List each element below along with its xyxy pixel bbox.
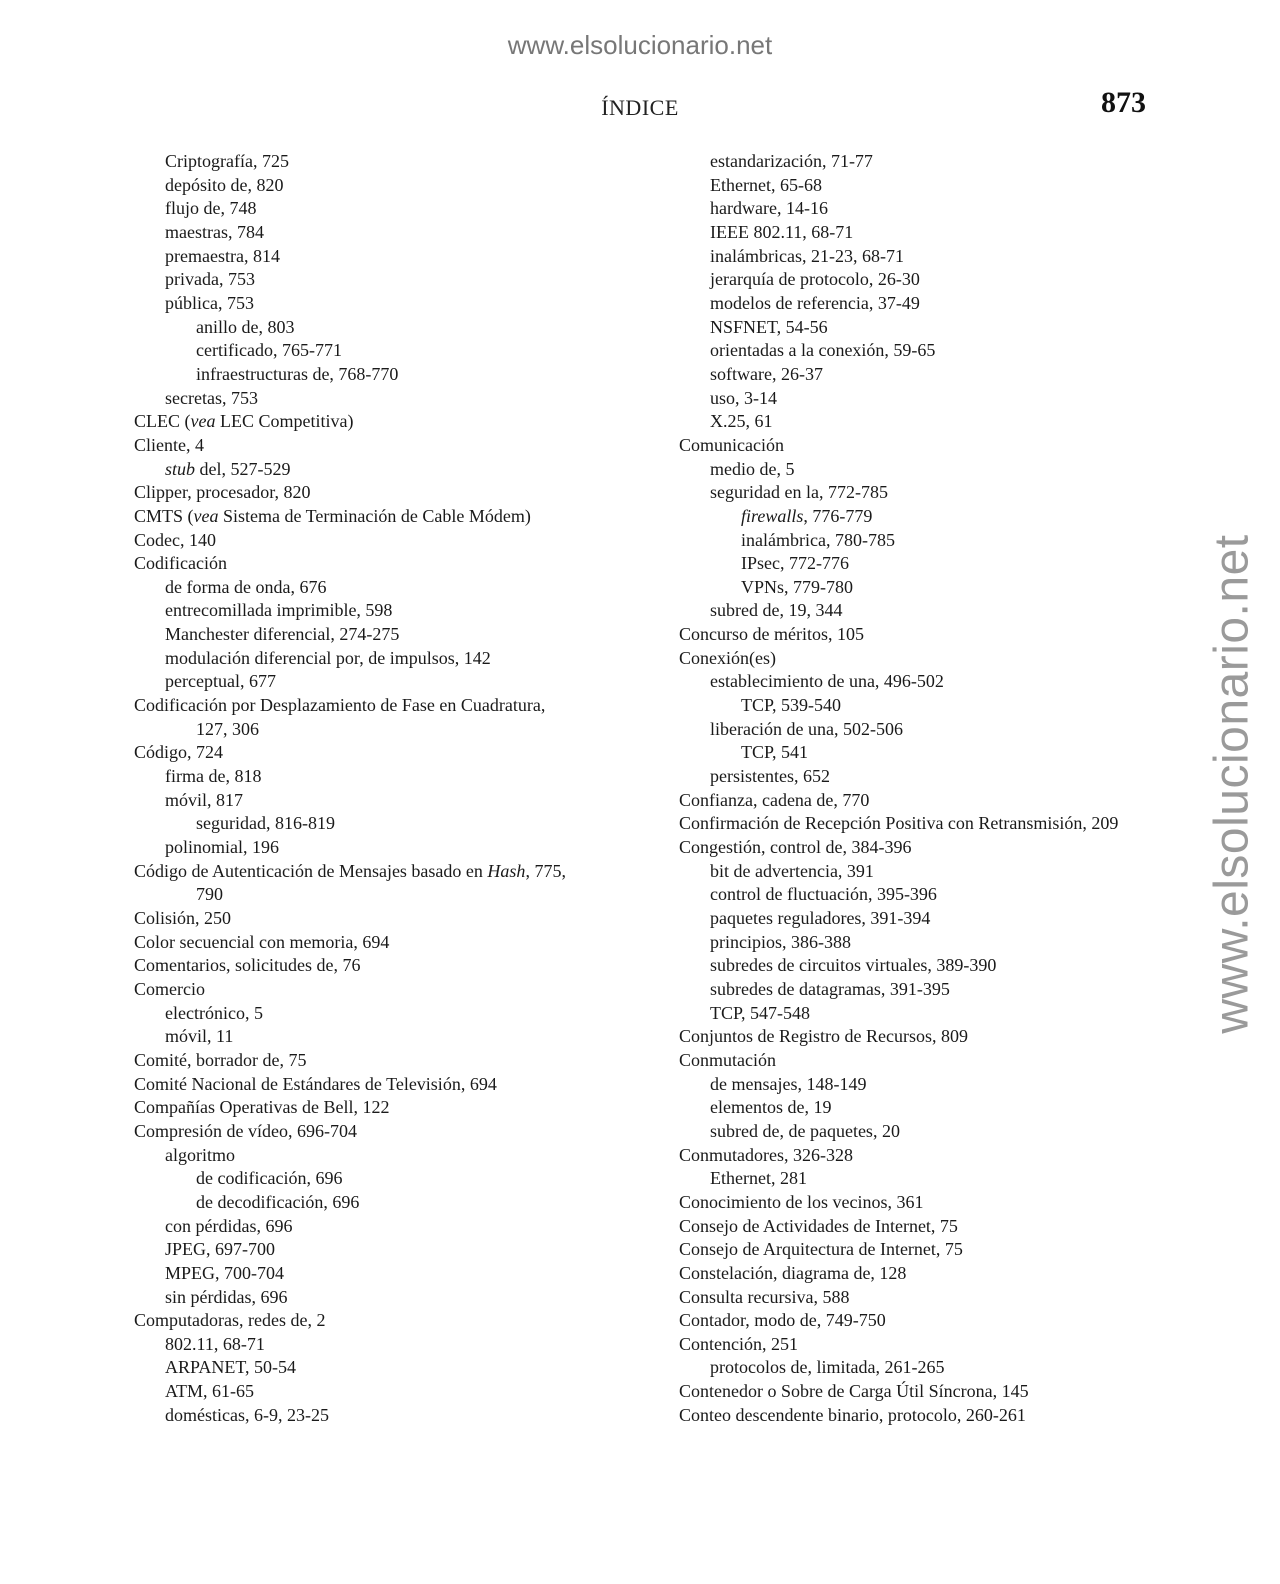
index-entry [134, 174, 614, 198]
index-entry [134, 907, 614, 931]
index-entry [679, 552, 1179, 576]
index-entry [679, 1002, 1179, 1026]
index-entry [679, 268, 1179, 292]
index-entry [134, 458, 614, 482]
index-entry-text: maestras, 784 [165, 221, 264, 242]
index-entry-text: Contador, modo de, 749-750 [679, 1310, 886, 1331]
index-entry [679, 458, 1179, 482]
index-entry [134, 789, 614, 813]
index-entry [679, 1025, 1179, 1049]
index-entry-text: Codificación por Desplazamiento de Fase en Cuadratura, [134, 695, 546, 716]
index-entry [679, 1333, 1179, 1357]
index-entry-text: Compañías Operativas de Bell, 122 [134, 1097, 390, 1118]
index-entry-text: modulación diferencial por, de impulsos, 142 [165, 647, 491, 668]
index-entry [679, 1096, 1179, 1120]
index-entry-text: algoritmo [165, 1144, 235, 1165]
index-entry [134, 1096, 614, 1120]
index-entry-text: jerarquía de protocolo, 26-30 [710, 269, 920, 290]
index-entry [679, 1286, 1179, 1310]
index-entry-text: NSFNET, 54-56 [710, 316, 828, 337]
index-entry [134, 1404, 614, 1428]
index-entry [134, 860, 614, 884]
index-entry [134, 197, 614, 221]
index-entry-text: flujo de, 748 [165, 198, 257, 219]
index-entry-text: Consulta recursiva, 588 [679, 1286, 850, 1307]
index-entry [134, 1238, 614, 1262]
index-entry [679, 836, 1179, 860]
index-entry [134, 410, 614, 434]
index-entry-text: Criptografía, 725 [165, 151, 289, 171]
index-entry-text: Consejo de Actividades de Internet, 75 [679, 1215, 958, 1236]
index-entry-text: Comercio [134, 978, 205, 999]
index-entry-text: , 776-779 [803, 505, 873, 526]
index-entry [134, 1120, 614, 1144]
index-entry-text: Contención, 251 [679, 1333, 798, 1354]
index-entry-text: Colisión, 250 [134, 908, 232, 928]
index-entry [134, 552, 614, 576]
index-entry [134, 339, 614, 363]
index-entry [679, 694, 1179, 718]
index-entry [679, 434, 1179, 458]
index-entry-text: inalámbricas, 21-23, 68-71 [710, 245, 904, 266]
index-entry-text: Conteo descendente binario, protocolo, 260-261 [679, 1404, 1026, 1425]
index-entry [679, 765, 1179, 789]
index-entry [134, 741, 614, 765]
index-entry [679, 150, 1179, 174]
index-entry [134, 978, 614, 1002]
index-entry [679, 647, 1179, 671]
index-entry [679, 1309, 1179, 1333]
index-entry-text: seguridad en la, 772-785 [710, 482, 888, 503]
index-entry-text: subred de, 19, 344 [710, 600, 843, 621]
index-entry-text: software, 26-37 [710, 363, 823, 384]
index-entry-text: IPsec, 772-776 [741, 553, 849, 574]
index-entry [679, 1215, 1179, 1239]
watermark-url-top: www.elsolucionario.net [507, 30, 773, 60]
index-entry [679, 954, 1179, 978]
index-entry [134, 647, 614, 671]
index-entry [679, 931, 1179, 955]
index-entry-text: del, 527-529 [195, 458, 291, 479]
index-entry [679, 907, 1179, 931]
running-head: ÍNDICE [601, 95, 679, 120]
index-entry [134, 363, 614, 387]
index-entry-text: bit de advertencia, 391 [710, 860, 874, 881]
index-entry-text: privada, 753 [165, 269, 255, 290]
index-entry-text: Color secuencial con memoria, 694 [134, 931, 390, 952]
index-entry-text: Conexión(es) [679, 647, 776, 668]
index-entry [134, 1073, 614, 1097]
index-entry [134, 1002, 614, 1026]
index-entry [134, 599, 614, 623]
index-entry [134, 1380, 614, 1404]
index-entry-text: medio de, 5 [710, 458, 795, 479]
index-entry-text: depósito de, 820 [165, 174, 284, 195]
index-entry-text: protocolos de, limitada, 261-265 [710, 1357, 945, 1378]
index-entry-text: infraestructuras de, 768-770 [196, 363, 399, 384]
index-entry [679, 599, 1179, 623]
index-entry [134, 1215, 614, 1239]
index-entry-text: control de fluctuación, 395-396 [710, 884, 937, 905]
index-entry [134, 1191, 614, 1215]
index-entry-text: CLEC ( [134, 411, 191, 432]
index-entry [134, 670, 614, 694]
index-column-right [679, 150, 1179, 1427]
index-entry [679, 1120, 1179, 1144]
index-entry-text: Comentarios, solicitudes de, 76 [134, 955, 361, 976]
index-entry-text: Conocimiento de los vecinos, 361 [679, 1191, 924, 1212]
index-entry [679, 292, 1179, 316]
index-entry-text: JPEG, 697-700 [165, 1239, 276, 1260]
index-entry-text: VPNs, 779-780 [741, 576, 854, 597]
index-entry-text: paquetes reguladores, 391-394 [710, 908, 931, 928]
index-entry-text: Constelación, diagrama de, 128 [679, 1262, 907, 1283]
index-entry-text: Ethernet, 65-68 [710, 174, 822, 195]
index-entry-text: Cliente, 4 [134, 434, 204, 455]
index-entry [679, 1167, 1179, 1191]
index-entry [134, 694, 614, 718]
index-entry-text: Ethernet, 281 [710, 1168, 807, 1189]
index-entry-text: MPEG, 700-704 [165, 1262, 285, 1283]
index-entry [134, 1333, 614, 1357]
index-entry-italic-text: vea [193, 505, 219, 526]
index-entry-text: 790 [196, 884, 223, 905]
index-entry-text: Manchester diferencial, 274-275 [165, 624, 400, 645]
index-entry-text: secretas, 753 [165, 387, 258, 408]
index-entry-text: Conjuntos de Registro de Recursos, 809 [679, 1026, 968, 1047]
index-entry-text: TCP, 547-548 [710, 1002, 811, 1023]
index-entry-text: ARPANET, 50-54 [165, 1357, 297, 1378]
index-entry [679, 505, 1179, 529]
index-entry-text: , 775, [525, 860, 566, 881]
index-entry-text: pública, 753 [165, 292, 254, 313]
index-entry-text: LEC Competitiva) [215, 411, 354, 432]
index-entry [679, 221, 1179, 245]
index-entry-text: subredes de circuitos virtuales, 389-390 [710, 955, 997, 976]
index-entry [679, 576, 1179, 600]
index-entry-text: de decodificación, 696 [196, 1191, 360, 1212]
index-entry [679, 1404, 1179, 1428]
index-entry [134, 765, 614, 789]
watermark-url-side: www.elsolucionario.net [1205, 534, 1259, 1034]
index-entry [134, 1144, 614, 1168]
index-entry-text: TCP, 541 [741, 742, 809, 763]
index-entry-text: con pérdidas, 696 [165, 1215, 293, 1236]
index-entry [134, 954, 614, 978]
index-entry [134, 1167, 614, 1191]
index-entry-text: entrecomillada imprimible, 598 [165, 600, 393, 621]
index-entry-italic-text: Hash [487, 860, 526, 881]
index-entry [134, 576, 614, 600]
index-entry [134, 434, 614, 458]
index-entry [679, 387, 1179, 411]
index-entry [134, 883, 614, 907]
index-entry [679, 1380, 1179, 1404]
index-entry [679, 670, 1179, 694]
index-entry [679, 1049, 1179, 1073]
index-entry-italic-text: vea [190, 411, 216, 432]
index-entry-text: móvil, 817 [165, 789, 244, 810]
index-entry-text: Codec, 140 [134, 529, 216, 550]
index-entry-text: subredes de datagramas, 391-395 [710, 978, 950, 999]
index-entry [134, 1309, 614, 1333]
index-entry-text: de mensajes, 148-149 [710, 1073, 867, 1094]
index-entry-text: uso, 3-14 [710, 387, 777, 408]
index-entry-text: de forma de onda, 676 [165, 576, 327, 597]
index-entry-text: Consejo de Arquitectura de Internet, 75 [679, 1239, 963, 1260]
index-entry-text: seguridad, 816-819 [196, 813, 335, 834]
index-entry [679, 741, 1179, 765]
index-entry [134, 221, 614, 245]
index-entry [679, 1073, 1179, 1097]
index-entry-text: TCP, 539-540 [741, 695, 842, 716]
index-entry [134, 481, 614, 505]
index-entry [679, 883, 1179, 907]
index-entry [134, 931, 614, 955]
index-entry-text: certificado, 765-771 [196, 340, 342, 361]
index-entry-text: sin pérdidas, 696 [165, 1286, 288, 1307]
index-entry-text: inalámbrica, 780-785 [741, 529, 895, 550]
index-entry-text: Clipper, procesador, 820 [134, 482, 311, 503]
index-entry [134, 245, 614, 269]
index-entry [134, 1286, 614, 1310]
index-entry-text: Compresión de vídeo, 696-704 [134, 1120, 357, 1141]
index-entry-text: 127, 306 [196, 718, 259, 739]
index-entry-text: Conmutadores, 326-328 [679, 1144, 853, 1165]
index-entry [134, 505, 614, 529]
index-entry-text: premaestra, 814 [165, 245, 280, 266]
index-entry-text: subred de, de paquetes, 20 [710, 1120, 900, 1141]
index-entry-text: Confianza, cadena de, 770 [679, 789, 870, 810]
index-entry [679, 174, 1179, 198]
index-entry-text: estandarización, 71-77 [710, 151, 873, 171]
index-entry [134, 150, 614, 174]
index-entry-text: Sistema de Terminación de Cable Módem) [218, 505, 531, 526]
index-entry-text: hardware, 14-16 [710, 198, 828, 219]
index-entry [134, 1049, 614, 1073]
index-entry-text: Código, 724 [134, 742, 224, 763]
index-entry-text: electrónico, 5 [165, 1002, 263, 1023]
index-entry [134, 812, 614, 836]
index-entry-text: IEEE 802.11, 68-71 [710, 221, 854, 242]
index-entry-text: domésticas, 6-9, 23-25 [165, 1404, 329, 1425]
index-entry-text: X.25, 61 [710, 411, 773, 432]
index-entry [134, 1262, 614, 1286]
index-entry-text: de codificación, 696 [196, 1168, 343, 1189]
index-entry-text: Confirmación de Recepción Positiva con Retransmisión, 209 [679, 813, 1119, 834]
index-entry [679, 1191, 1179, 1215]
index-entry [679, 812, 1179, 836]
index-entry [679, 978, 1179, 1002]
index-entry-italic-text: stub [165, 458, 196, 479]
index-entry [679, 410, 1179, 434]
index-entry-text: móvil, 11 [165, 1026, 234, 1047]
index-entry-text: modelos de referencia, 37-49 [710, 292, 920, 313]
index-entry-text: principios, 386-388 [710, 931, 851, 952]
index-entry-text: Comité Nacional de Estándares de Televisión, 694 [134, 1073, 497, 1094]
index-entry-text: Concurso de méritos, 105 [679, 624, 864, 645]
index-entry-text: CMTS ( [134, 505, 194, 526]
index-entry [679, 1144, 1179, 1168]
index-entry [134, 623, 614, 647]
index-entry [679, 245, 1179, 269]
index-entry [134, 1025, 614, 1049]
index-column-left [134, 150, 614, 1427]
index-entry [679, 1238, 1179, 1262]
index-entry [679, 1356, 1179, 1380]
index-entry [679, 789, 1179, 813]
index-entry [679, 1262, 1179, 1286]
index-entry-text: persistentes, 652 [710, 766, 830, 787]
index-entry-text: Congestión, control de, 384-396 [679, 837, 912, 858]
index-entry [679, 481, 1179, 505]
index-entry-text: anillo de, 803 [196, 316, 295, 337]
index-entry-text: liberación de una, 502-506 [710, 718, 903, 739]
index-entry-text: elementos de, 19 [710, 1097, 832, 1118]
index-entry [679, 718, 1179, 742]
index-entry [134, 316, 614, 340]
index-entry-text: orientadas a la conexión, 59-65 [710, 340, 936, 361]
index-entry-text: firma de, 818 [165, 766, 262, 787]
index-entry-text: Comité, borrador de, 75 [134, 1049, 307, 1070]
index-entry [679, 316, 1179, 340]
index-entry [134, 387, 614, 411]
index-entry-text: ATM, 61-65 [165, 1381, 254, 1402]
index-entry-text: Computadoras, redes de, 2 [134, 1310, 326, 1331]
page-number: 873 [1101, 86, 1146, 119]
index-entry [134, 268, 614, 292]
index-entry [134, 529, 614, 553]
index-entry-text: Contenedor o Sobre de Carga Útil Síncrona, 145 [679, 1381, 1029, 1402]
index-entry [679, 529, 1179, 553]
index-entry-text: Comunicación [679, 434, 784, 455]
index-entry [679, 860, 1179, 884]
index-entry [134, 292, 614, 316]
index-entry [134, 1356, 614, 1380]
index-entry [679, 197, 1179, 221]
index-entry-text: establecimiento de una, 496-502 [710, 671, 944, 692]
index-entry-text: Código de Autenticación de Mensajes basado en [134, 860, 488, 881]
index-entry-italic-text: firewalls [741, 505, 804, 526]
index-entry [679, 623, 1179, 647]
index-entry-text: Codificación [134, 553, 227, 574]
index-entry-text: perceptual, 677 [165, 671, 276, 692]
index-entry [679, 339, 1179, 363]
index-entry [679, 363, 1179, 387]
index-entry-text: 802.11, 68-71 [165, 1333, 265, 1354]
index-entry-text: Conmutación [679, 1049, 776, 1070]
index-entry [134, 718, 614, 742]
index-entry-text: polinomial, 196 [165, 837, 279, 858]
index-entry [134, 836, 614, 860]
